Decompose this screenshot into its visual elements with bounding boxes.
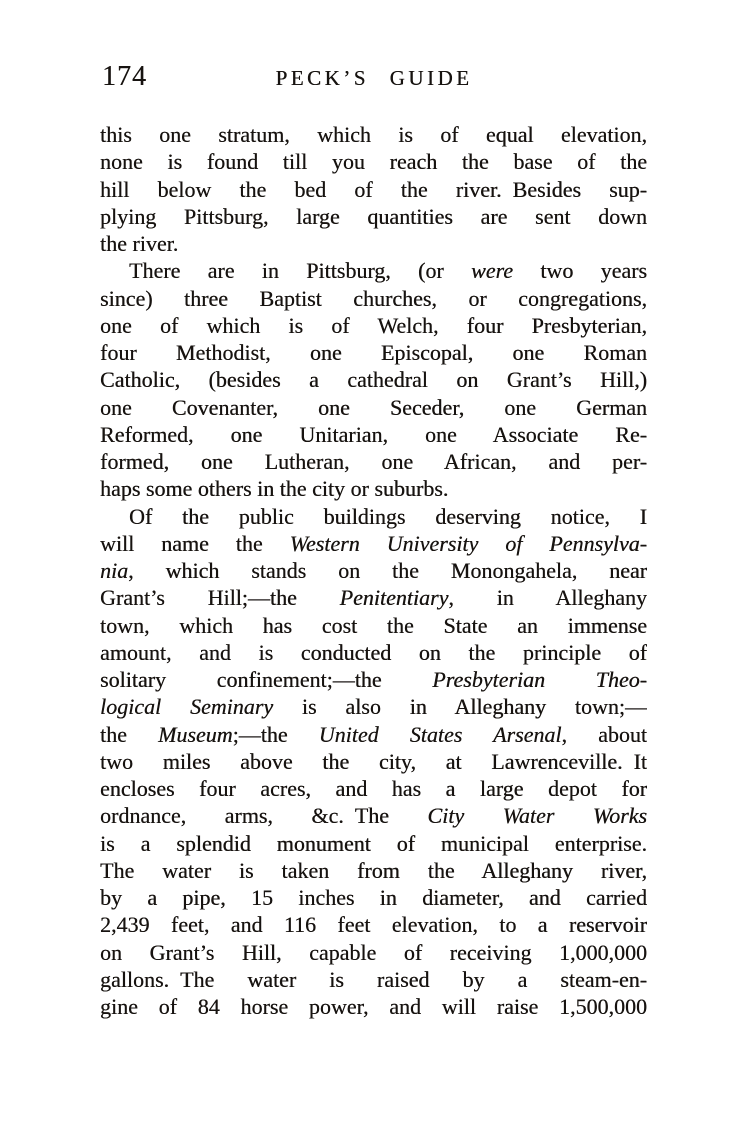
text-run: gine of 84 horse power, and will raise 1,500,000 [100, 994, 647, 1019]
text-run: the [100, 721, 159, 747]
text-line [100, 693, 647, 720]
text-run: hill below the bed of the river. Besides sup- [100, 176, 647, 202]
text-run: solitary confinement;—the [100, 667, 433, 692]
text-run: one Covenanter, one Seceder, one German [100, 394, 647, 420]
running-title: PECK’S GUIDE [275, 66, 473, 90]
text-run: Catholic, (besides a cathedral on Grant’s Hill,) [100, 367, 647, 393]
text-run: is also in Alleghany town;— [273, 694, 647, 720]
text-line [100, 911, 647, 938]
text-line [100, 312, 647, 339]
text-line [100, 475, 647, 502]
text-line [100, 639, 647, 666]
text-line [100, 666, 647, 693]
text-line [100, 203, 647, 230]
text-run: Reformed, one Unitarian, one Associate Re- [100, 421, 647, 447]
text-run: gallons. The water is raised by a steam-en- [100, 966, 647, 992]
text-run: 2,439 feet, and 116 feet elevation, to a reservoir [100, 912, 647, 938]
italic-text-run: City Water Works [427, 803, 647, 829]
text-line [100, 802, 647, 829]
text-run: Of the public buildings deserving notice, I [129, 503, 647, 529]
text-line [100, 421, 647, 448]
text-run: town, which has cost the State an immense [100, 612, 647, 638]
text-run: will name the [100, 530, 290, 556]
italic-text-run: logical Seminary [100, 694, 274, 720]
body-text [100, 121, 647, 1020]
text-run: is a splendid monument of municipal enterprise. [100, 830, 647, 856]
text-run: four Methodist, one Episcopal, one Roman [100, 340, 647, 365]
text-run: the river. [100, 231, 179, 256]
italic-text-run: United States Arsenal [318, 721, 562, 747]
text-run: amount, and is conducted on the principle of [100, 639, 647, 665]
text-line [100, 966, 647, 993]
text-run: two miles above the city, at Lawrenceville. It [100, 748, 647, 774]
text-line [100, 721, 647, 748]
text-line [100, 830, 647, 857]
italic-text-run: Penitentiary [339, 585, 449, 611]
text-run: encloses four acres, and has a large depot for [100, 776, 647, 801]
text-line [100, 557, 647, 584]
text-run: two years [512, 258, 647, 284]
text-line [100, 530, 647, 557]
text-line [100, 366, 647, 393]
text-line [100, 993, 647, 1020]
text-line [100, 857, 647, 884]
text-run: this one stratum, which is of equal elevation, [100, 122, 647, 147]
text-run: one of which is of Welch, four Presbyterian, [100, 312, 647, 338]
text-line [100, 230, 647, 257]
text-run: haps some others in the city or suburbs. [100, 476, 449, 502]
text-run: ordnance, arms, &c. The [100, 803, 428, 829]
italic-text-run: nia [100, 558, 129, 583]
text-line [100, 748, 647, 775]
text-run: There are in Pittsburg, (or [129, 258, 472, 284]
text-line [100, 612, 647, 639]
text-line [100, 257, 647, 284]
page-number: 174 [102, 61, 147, 92]
text-line [100, 448, 647, 475]
text-line [100, 884, 647, 911]
italic-text-run: were [471, 258, 513, 284]
text-run: , which stands on the Monongahela, near [128, 558, 647, 583]
italic-text-run: Western University of Pennsylva- [289, 530, 647, 556]
text-run: The water is taken from the Alleghany river, [100, 857, 647, 883]
text-run: Grant’s Hill;—the [100, 585, 340, 611]
text-line [100, 584, 647, 611]
italic-text-run: Presbyterian Theo- [432, 667, 647, 692]
page-header [100, 62, 648, 94]
text-line [100, 503, 647, 530]
text-line [100, 148, 647, 175]
text-run: by a pipe, 15 inches in diameter, and carried [100, 885, 647, 910]
text-line [100, 285, 647, 312]
italic-text-run: Museum [158, 721, 233, 747]
text-line [100, 775, 647, 802]
text-run: , about [561, 721, 647, 747]
text-run: plying Pittsburg, large quantities are sent down [100, 203, 647, 229]
text-run: on Grant’s Hill, capable of receiving 1,000,000 [100, 939, 647, 965]
text-run: none is found till you reach the base of the [100, 149, 647, 175]
text-run: ;—the [232, 721, 319, 747]
text-line [100, 394, 647, 421]
text-run: , in Alleghany [448, 585, 647, 611]
text-line [100, 339, 647, 366]
text-line [100, 121, 647, 148]
text-line [100, 939, 647, 966]
text-line [100, 176, 647, 203]
text-run: since) three Baptist churches, or congregations, [100, 285, 647, 311]
text-run: formed, one Lutheran, one African, and per- [100, 449, 647, 474]
